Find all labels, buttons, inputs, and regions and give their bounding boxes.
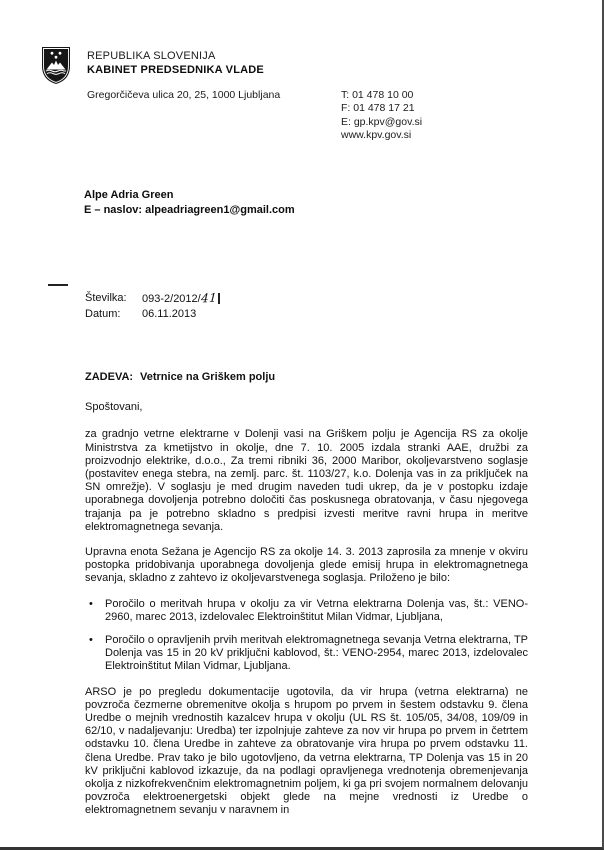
website-line: www.kpv.gov.si [341,129,412,142]
reference-block [85,291,220,321]
reference-number-row [85,291,220,307]
attachment-1-text: • Poročilo o meritvah hrupa v okolju za vir Vetrna elektrarna Dolenja vas, št.: VENO-2960, marec 2013, izdelovalec Elektroinštitut Milan Vidmar, Ljubljana, [105,597,528,623]
organization-names [87,46,264,85]
slovenia-coat-of-arms-icon [40,46,72,85]
paragraph-3: ARSO je po pregledu dokumentacije ugotovila, da vir hrupa (vetrna elektrarna) ne povzroča čezmerne obremenitve okolja s hrupom po prvem in šestem odstavku 9. člena Uredbe o mejnih vrednostih kazalcev hrupa v okolju (UL RS št. 105/05, 34/08, 109/09 in 62/10, v nadaljevanju: Uredba) ter izpolnjuje zahteve za nov vir hrupa po prvem in četrtem odstavku 10. člena Uredbe in zahteve za obratovanje vira hrupa po prvem odstavku 11. člena Uredbe. Prav tako je bilo ugotovljeno, da vetrna elektrarna, TP Dolenja vas 15 in 20 kV priključni kablovod izkazuje, da na podlagi opravljenega vrednotenja obremenjevanja okolja z nizkofrekvenčnim elektromagnetnim poljem, ki ga pri svojem normalnem delovanju povzroča elektroenergetski objekt glede na mejne vrednosti iz Uredbe o elektromagnetnem sevanju v naravnem in [85,685,528,817]
list-item [85,634,528,674]
subject-title: Vetrnice na Griškem polju [140,371,276,383]
reference-number-printed: 093-2/2012/ [142,293,201,305]
reference-number-handwritten: 41 [200,290,218,306]
email-line: E: gp.kpv@gov.si [341,115,423,128]
salutation: Spoštovani, [85,401,143,414]
subject-label: ZADEVA: [85,371,134,383]
recipient-name: Alpe Adria Green [84,189,174,201]
letterhead [40,46,264,85]
date-label: Datum: [85,307,121,320]
reference-number-value [142,291,220,307]
fax-line: F: 01 478 17 21 [341,102,415,115]
office-name: KABINET PREDSEDNIKA VLADE [87,64,264,76]
country-name: REPUBLIKA SLOVENIJA [87,50,216,62]
paragraph-2: Upravna enota Sežana je Agencijo RS za okolje 14. 3. 2013 zaprosila za mnenje v okviru postopka pridobivanja uporabnega dovoljenja glede emisij hrupa in elektromagnetnega sevanja, skladno z zahtevo iz okoljevarstvenega soglasja. Priloženo je bilo: [85,546,528,585]
reference-number-label: Številka: [85,292,127,304]
margin-dash-mark [48,284,68,286]
recipient-email: E – naslov: alpeadriagreen1@gmail.com [84,203,295,216]
pen-tick-mark [218,293,220,304]
letter-body [85,371,528,818]
contact-block [341,89,422,143]
subject-row [85,371,528,384]
recipient-block [84,188,295,217]
office-address: Gregorčičeva ulica 20, 25, 1000 Ljubljana [87,89,281,101]
phone-line: T: 01 478 10 00 [341,89,414,101]
list-item [85,598,528,624]
attachment-2-text: • Poročilo o opravljenih prvih meritvah elektromagnetnega sevanja Vetrna elektrarna, TP Dolenja vas 15 in 20 kV priključni kablovod, št.: VENO-2954, marec 2013, izdelovalec Elektroinštitut Milan Vidmar, Ljubljana. [105,634,528,673]
date-value: 06.11.2013 [142,307,197,320]
reference-date-row [85,307,220,322]
attachments-list [85,598,528,674]
paragraph-1: za gradnjo vetrne elektrarne v Dolenji vasi na Griškem polju je Agencija RS za okolje Ministrstva za kmetijstvo in okolje, dne 7. 10. 2005 izdala stranki AAE, družbi za proizvodnjo elektrike, d.o.o., Za tremi ribniki 36, 2000 Maribor, okoljevarstveno soglasje (postavitev enega stebra, na zemlj. parc. št. 1103/27, k.o. Dolenja vas in za priključek na SN omrežje). V soglasju je med drugim naveden tudi ukrep, da je v postopku izdaje uporabnega dovoljenja potrebno določiti čas poskusnega obratovanja, v času njegovega trajanja pa je potrebno skladno s predpisi izvesti meritve ravni hrupa in meritve elektromagnetnega sevanja. [85,428,528,533]
